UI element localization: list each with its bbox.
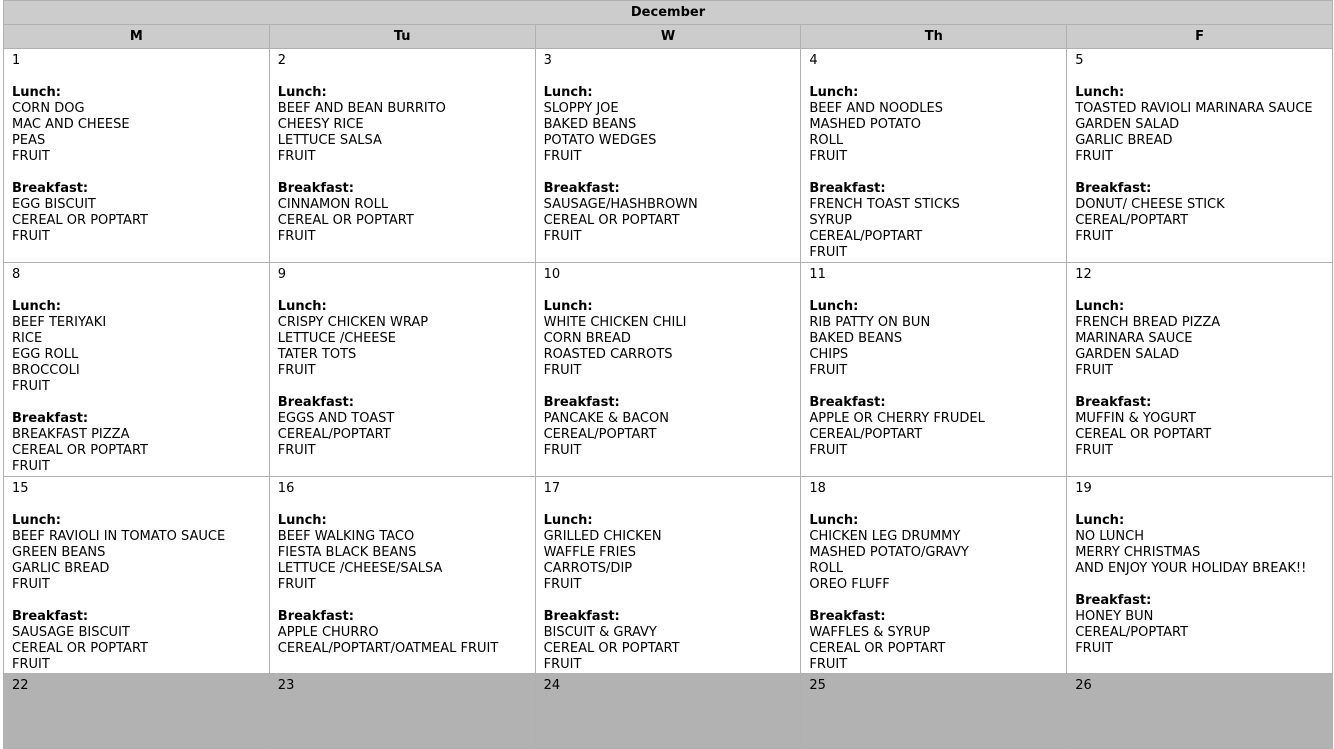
day-content	[801, 263, 1066, 459]
day-number: 1	[12, 53, 21, 68]
day-content	[801, 674, 1066, 710]
meal-spacer	[1075, 379, 1324, 395]
meal-spacer	[1075, 165, 1324, 181]
lunch-heading: Lunch:	[12, 513, 61, 528]
breakfast-item: CEREAL/POPTART	[809, 229, 923, 244]
week-row	[4, 674, 1333, 749]
lunch-item: RICE	[12, 331, 43, 346]
breakfast-heading: Breakfast:	[277, 395, 354, 410]
breakfast-item: CEREAL/POPTART	[543, 427, 657, 442]
meal-spacer	[1075, 577, 1324, 593]
day-content	[4, 477, 269, 673]
breakfast-heading: Breakfast:	[277, 181, 354, 196]
meal-spacer	[278, 593, 527, 609]
day-number: 24	[543, 678, 561, 693]
breakfast-item: FRUIT	[1075, 443, 1113, 458]
day-number: 10	[543, 267, 561, 282]
lunch-item: BEEF AND BEAN BURRITO	[277, 101, 446, 116]
breakfast-heading: Breakfast:	[12, 181, 89, 196]
lunch-item: LETTUCE /CHEESE	[277, 331, 396, 346]
day-cell	[269, 263, 535, 477]
lunch-item: GRILLED CHICKEN	[543, 529, 662, 544]
day-number: 11	[809, 267, 826, 282]
lunch-item: FRUIT	[543, 363, 582, 378]
day-cell	[269, 477, 535, 674]
meal-spacer	[809, 379, 1058, 395]
lunch-item: FRUIT	[12, 149, 50, 164]
day-number: 17	[543, 481, 561, 496]
breakfast-item: CEREAL/POPTART/OATMEAL FRUIT	[277, 641, 499, 656]
lunch-item: FRUIT	[12, 379, 50, 394]
day-content	[536, 263, 801, 459]
day-number: 19	[1075, 481, 1092, 496]
breakfast-item: CEREAL OR POPTART	[277, 213, 414, 228]
lunch-item: TATER TOTS	[277, 347, 357, 362]
lunch-item: CARROTS/DIP	[543, 561, 633, 576]
lunch-item: CHICKEN LEG DRUMMY	[809, 529, 961, 544]
day-content	[536, 674, 801, 710]
lunch-item: BAKED BEANS	[543, 117, 637, 132]
day-number: 3	[543, 53, 552, 68]
lunch-item: MERRY CHRISTMAS	[1075, 545, 1201, 560]
breakfast-item: FRENCH TOAST STICKS	[809, 197, 960, 212]
breakfast-item: FRUIT	[277, 229, 316, 244]
breakfast-heading: Breakfast:	[543, 181, 620, 196]
breakfast-item: CEREAL OR POPTART	[12, 213, 148, 228]
breakfast-item: FRUIT	[12, 459, 50, 474]
lunch-item: FRUIT	[543, 149, 582, 164]
lunch-item: FRUIT	[277, 363, 316, 378]
breakfast-heading: Breakfast:	[12, 609, 89, 624]
day-cell	[535, 263, 801, 477]
lunch-heading: Lunch:	[809, 513, 859, 528]
day-content	[1067, 674, 1332, 710]
day-content	[270, 263, 535, 459]
lunch-item: WAFFLE FRIES	[543, 545, 636, 560]
lunch-item: CORN DOG	[12, 101, 85, 116]
day-cell	[1067, 477, 1333, 674]
day-cell	[4, 49, 270, 263]
lunch-item: BEEF RAVIOLI IN TOMATO SAUCE	[12, 529, 226, 544]
breakfast-heading: Breakfast:	[543, 395, 620, 410]
day-cell	[4, 477, 270, 674]
lunch-heading: Lunch:	[1075, 299, 1125, 314]
breakfast-item: FRUIT	[1075, 229, 1113, 244]
lunch-heading: Lunch:	[543, 513, 593, 528]
day-cell	[801, 263, 1067, 477]
month-header-row	[4, 1, 1333, 25]
lunch-heading: Lunch:	[543, 299, 593, 314]
week-row	[4, 49, 1333, 263]
day-number: 9	[277, 267, 287, 282]
lunch-item: MAC AND CHEESE	[12, 117, 130, 132]
breakfast-item: FRUIT	[12, 229, 50, 244]
lunch-heading: Lunch:	[809, 299, 859, 314]
lunch-item: FIESTA BLACK BEANS	[277, 545, 417, 560]
meal-spacer	[544, 165, 793, 181]
meal-spacer	[544, 593, 793, 609]
day-number: 15	[12, 481, 29, 496]
lunch-item: FRUIT	[1075, 149, 1113, 164]
breakfast-item: CEREAL OR POPTART	[12, 641, 148, 656]
day-cell	[269, 674, 535, 749]
meal-spacer	[809, 165, 1058, 181]
lunch-item: TOASTED RAVIOLI MARINARA SAUCE	[1075, 101, 1313, 116]
breakfast-item: MUFFIN & YOGURT	[1075, 411, 1196, 426]
breakfast-item: CEREAL OR POPTART	[543, 641, 680, 656]
day-content	[1067, 49, 1332, 245]
breakfast-item: APPLE CHURRO	[277, 625, 379, 640]
breakfast-item: APPLE OR CHERRY FRUDEL	[809, 411, 985, 426]
lunch-item: WHITE CHICKEN CHILI	[543, 315, 687, 330]
lunch-heading: Lunch:	[12, 299, 61, 314]
breakfast-item: SAUSAGE BISCUIT	[12, 625, 130, 640]
day-cell	[801, 477, 1067, 674]
meal-spacer	[809, 593, 1058, 609]
lunch-item: BEEF TERIYAKI	[12, 315, 107, 330]
day-content	[270, 477, 535, 657]
day-cell	[269, 49, 535, 263]
lunch-item: NO LUNCH	[1075, 529, 1144, 544]
lunch-item: MASHED POTATO	[809, 117, 921, 132]
breakfast-item: PANCAKE & BACON	[543, 411, 669, 426]
week-row	[4, 477, 1333, 674]
lunch-item: FRUIT	[809, 363, 848, 378]
lunch-item: FRUIT	[543, 577, 582, 592]
day-content	[1067, 477, 1332, 657]
menu-calendar	[3, 0, 1333, 749]
breakfast-item: FRUIT	[1075, 641, 1113, 656]
lunch-item: LETTUCE SALSA	[277, 133, 382, 148]
meal-spacer	[278, 165, 527, 181]
lunch-item: CORN BREAD	[543, 331, 631, 346]
day-cell	[4, 674, 270, 749]
breakfast-item: WAFFLES & SYRUP	[809, 625, 931, 640]
lunch-item: CHIPS	[809, 347, 849, 362]
breakfast-item: HONEY BUN	[1075, 609, 1154, 624]
day-number: 2	[277, 53, 287, 68]
breakfast-item: CEREAL/POPTART	[277, 427, 391, 442]
meal-spacer	[12, 395, 261, 411]
lunch-item: BROCCOLI	[12, 363, 80, 378]
lunch-item: MASHED POTATO/GRAVY	[809, 545, 969, 560]
day-number: 22	[12, 678, 29, 693]
breakfast-heading: Breakfast:	[809, 609, 886, 624]
day-cell	[535, 477, 801, 674]
lunch-heading: Lunch:	[277, 85, 327, 100]
meal-spacer	[544, 379, 793, 395]
lunch-heading: Lunch:	[543, 85, 593, 100]
day-cell	[535, 49, 801, 263]
breakfast-heading: Breakfast:	[809, 181, 886, 196]
lunch-heading: Lunch:	[1075, 85, 1125, 100]
week-row	[4, 263, 1333, 477]
day-cell	[4, 263, 270, 477]
breakfast-item: FRUIT	[277, 443, 316, 458]
breakfast-item: DONUT/ CHEESE STICK	[1075, 197, 1225, 212]
breakfast-item: FRUIT	[809, 443, 848, 458]
lunch-item: GARDEN SALAD	[1075, 347, 1180, 362]
breakfast-item: BISCUIT & GRAVY	[543, 625, 657, 640]
day-number: 26	[1075, 678, 1092, 693]
breakfast-item: CEREAL OR POPTART	[543, 213, 680, 228]
day-content	[801, 49, 1066, 261]
day-content	[4, 49, 269, 245]
day-cell	[1067, 49, 1333, 263]
breakfast-item: EGG BISCUIT	[12, 197, 96, 212]
breakfast-heading: Breakfast:	[543, 609, 620, 624]
weekday-header: M	[4, 25, 270, 49]
month-title: December	[4, 1, 1333, 25]
lunch-item: ROLL	[809, 133, 844, 148]
day-number: 18	[809, 481, 826, 496]
lunch-item: GARDEN SALAD	[1075, 117, 1180, 132]
lunch-item: ROLL	[809, 561, 844, 576]
meal-spacer	[12, 165, 261, 181]
day-content	[4, 674, 269, 710]
lunch-item: RIB PATTY ON BUN	[809, 315, 931, 330]
breakfast-heading: Breakfast:	[809, 395, 886, 410]
breakfast-heading: Breakfast:	[277, 609, 354, 624]
weekday-header: Th	[801, 25, 1067, 49]
day-number: 4	[809, 53, 818, 68]
lunch-item: GARLIC BREAD	[12, 561, 110, 576]
lunch-heading: Lunch:	[1075, 513, 1125, 528]
lunch-item: FRENCH BREAD PIZZA	[1075, 315, 1221, 330]
lunch-heading: Lunch:	[277, 513, 327, 528]
breakfast-heading: Breakfast:	[12, 411, 89, 426]
breakfast-item: FRUIT	[12, 657, 50, 672]
lunch-item: GREEN BEANS	[12, 545, 106, 560]
breakfast-item: CEREAL OR POPTART	[1075, 427, 1212, 442]
weekday-header-row	[4, 25, 1333, 49]
day-cell	[1067, 674, 1333, 749]
lunch-item: AND ENJOY YOUR HOLIDAY BREAK!!	[1075, 561, 1307, 576]
lunch-item: POTATO WEDGES	[543, 133, 657, 148]
breakfast-item: EGGS AND TOAST	[277, 411, 395, 426]
lunch-item: SLOPPY JOE	[543, 101, 619, 116]
lunch-heading: Lunch:	[277, 299, 327, 314]
breakfast-item: FRUIT	[543, 229, 582, 244]
lunch-item: CHEESY RICE	[277, 117, 364, 132]
lunch-item: MARINARA SAUCE	[1075, 331, 1193, 346]
day-content	[1067, 263, 1332, 459]
lunch-item: BEEF AND NOODLES	[809, 101, 944, 116]
weekday-header: Tu	[269, 25, 535, 49]
breakfast-item: CEREAL/POPTART	[809, 427, 923, 442]
breakfast-item: SAUSAGE/HASHBROWN	[543, 197, 698, 212]
lunch-item: FRUIT	[277, 149, 316, 164]
day-number: 5	[1075, 53, 1084, 68]
breakfast-item: FRUIT	[809, 245, 848, 260]
meal-spacer	[278, 379, 527, 395]
breakfast-item: SYRUP	[809, 213, 852, 228]
day-content	[536, 49, 801, 245]
lunch-item: BEEF WALKING TACO	[277, 529, 415, 544]
breakfast-item: FRUIT	[543, 657, 582, 672]
day-number: 23	[277, 678, 295, 693]
day-content	[270, 674, 535, 710]
day-cell	[801, 49, 1067, 263]
day-cell	[801, 674, 1067, 749]
day-number: 16	[277, 481, 295, 496]
lunch-item: BAKED BEANS	[809, 331, 903, 346]
breakfast-item: CINNAMON ROLL	[277, 197, 389, 212]
breakfast-item: BREAKFAST PIZZA	[12, 427, 130, 442]
breakfast-item: FRUIT	[809, 657, 848, 672]
day-cell	[535, 674, 801, 749]
breakfast-item: CEREAL OR POPTART	[809, 641, 946, 656]
weekday-header: F	[1067, 25, 1333, 49]
lunch-item: LETTUCE /CHEESE/SALSA	[277, 561, 443, 576]
day-number: 8	[12, 267, 21, 282]
lunch-heading: Lunch:	[809, 85, 859, 100]
breakfast-heading: Breakfast:	[1075, 181, 1152, 196]
lunch-item: FRUIT	[12, 577, 50, 592]
lunch-item: GARLIC BREAD	[1075, 133, 1173, 148]
day-content	[536, 477, 801, 673]
lunch-heading: Lunch:	[12, 85, 61, 100]
meal-spacer	[12, 593, 261, 609]
breakfast-item: CEREAL/POPTART	[1075, 625, 1189, 640]
day-content	[270, 49, 535, 245]
day-number: 25	[809, 678, 826, 693]
lunch-item: FRUIT	[809, 149, 848, 164]
breakfast-item: FRUIT	[543, 443, 582, 458]
lunch-item: PEAS	[12, 133, 46, 148]
lunch-item: EGG ROLL	[12, 347, 79, 362]
breakfast-item: CEREAL/POPTART	[1075, 213, 1189, 228]
breakfast-item: CEREAL OR POPTART	[12, 443, 148, 458]
lunch-item: OREO FLUFF	[809, 577, 890, 592]
lunch-item: CRISPY CHICKEN WRAP	[277, 315, 429, 330]
weekday-header: W	[535, 25, 801, 49]
breakfast-heading: Breakfast:	[1075, 395, 1152, 410]
day-cell	[1067, 263, 1333, 477]
day-content	[801, 477, 1066, 673]
breakfast-heading: Breakfast:	[1075, 593, 1152, 608]
lunch-item: ROASTED CARROTS	[543, 347, 673, 362]
day-number: 12	[1075, 267, 1092, 282]
lunch-item: FRUIT	[1075, 363, 1113, 378]
lunch-item: FRUIT	[277, 577, 316, 592]
day-content	[4, 263, 269, 475]
